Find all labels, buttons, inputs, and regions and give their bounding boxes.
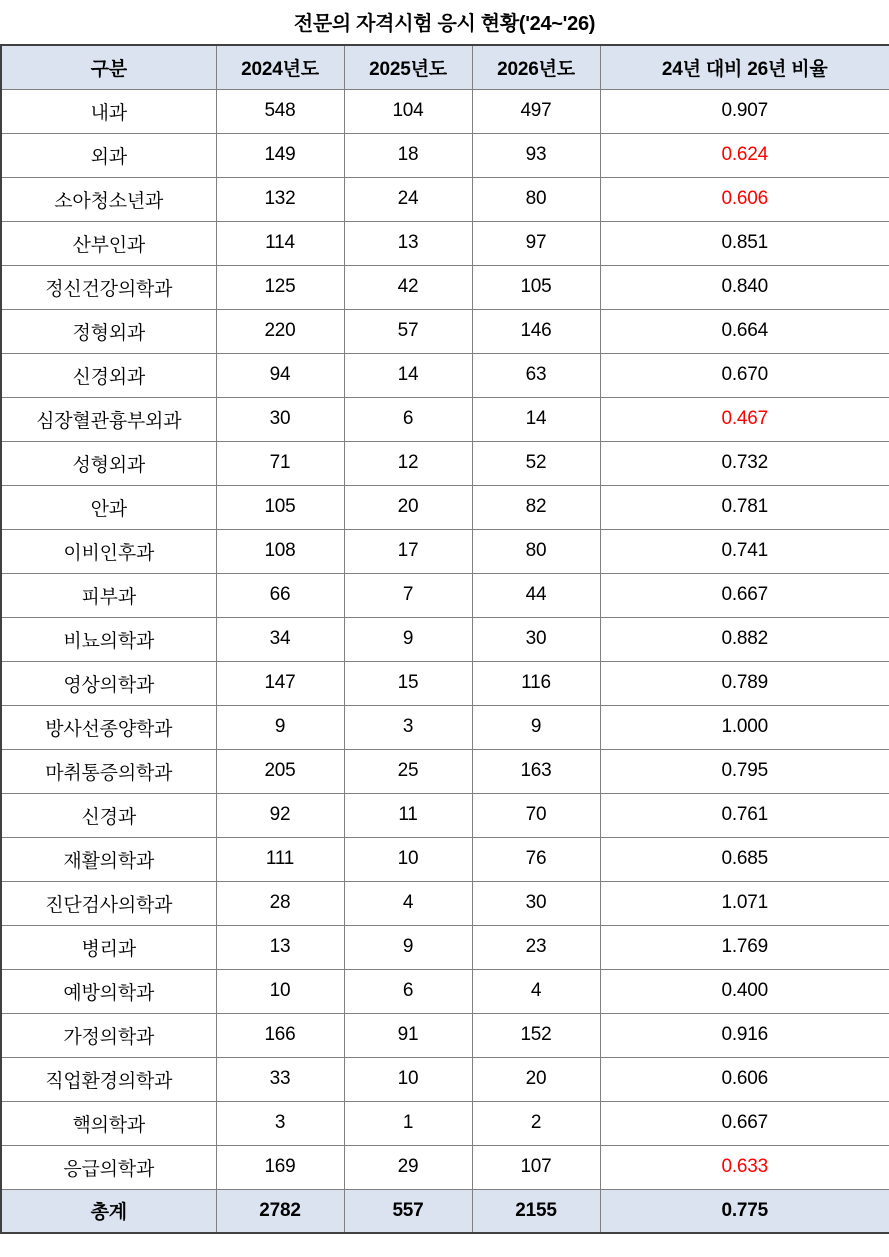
table-row: [1, 309, 889, 353]
cell-category: 안과: [1, 485, 216, 529]
cell-2025: 14: [344, 353, 472, 397]
cell-ratio: 0.789: [600, 661, 889, 705]
cell-category: 피부과: [1, 573, 216, 617]
cell-ratio: 0.667: [600, 1101, 889, 1145]
cell-ratio: 0.400: [600, 969, 889, 1013]
cell-category: 외과: [1, 133, 216, 177]
cell-category: 정형외과: [1, 309, 216, 353]
table-row: [1, 1013, 889, 1057]
cell-2025: 91: [344, 1013, 472, 1057]
cell-2024: 125: [216, 265, 344, 309]
cell-category: 심장혈관흉부외과: [1, 397, 216, 441]
table-row: [1, 793, 889, 837]
cell-2026: 2: [472, 1101, 600, 1145]
cell-2026: 82: [472, 485, 600, 529]
cell-2026: 497: [472, 89, 600, 133]
cell-category: 이비인후과: [1, 529, 216, 573]
cell-2024: 30: [216, 397, 344, 441]
cell-category: 방사선종양학과: [1, 705, 216, 749]
cell-2025: 15: [344, 661, 472, 705]
cell-2025: 10: [344, 1057, 472, 1101]
cell-2026: 9: [472, 705, 600, 749]
cell-2024: 3: [216, 1101, 344, 1145]
cell-2026: 63: [472, 353, 600, 397]
cell-2024: 10: [216, 969, 344, 1013]
table-row: [1, 749, 889, 793]
cell-2024: 13: [216, 925, 344, 969]
cell-2025: 29: [344, 1145, 472, 1189]
cell-2025: 9: [344, 617, 472, 661]
cell-2025: 1: [344, 1101, 472, 1145]
cell-2025: 6: [344, 397, 472, 441]
cell-2024: 220: [216, 309, 344, 353]
cell-ratio: 0.781: [600, 485, 889, 529]
table-row: [1, 353, 889, 397]
cell-2026: 52: [472, 441, 600, 485]
table-row: [1, 485, 889, 529]
table-row: [1, 221, 889, 265]
table-row: [1, 705, 889, 749]
cell-category: 예방의학과: [1, 969, 216, 1013]
cell-2026: 44: [472, 573, 600, 617]
cell-2026: 146: [472, 309, 600, 353]
cell-category: 신경외과: [1, 353, 216, 397]
cell-category: 내과: [1, 89, 216, 133]
table-row: [1, 881, 889, 925]
table-row: [1, 573, 889, 617]
cell-category: 소아청소년과: [1, 177, 216, 221]
cell-category: 핵의학과: [1, 1101, 216, 1145]
cell-2024: 114: [216, 221, 344, 265]
column-header-ratio: 24년 대비 26년 비율: [600, 45, 889, 89]
table-body: [1, 89, 889, 1233]
cell-2025: 13: [344, 221, 472, 265]
cell-2026: 105: [472, 265, 600, 309]
cell-ratio: 0.606: [600, 1057, 889, 1101]
table-row: [1, 969, 889, 1013]
cell-2024: 34: [216, 617, 344, 661]
column-header-2026: 2026년도: [472, 45, 600, 89]
cell-2025: 4: [344, 881, 472, 925]
table-row: [1, 617, 889, 661]
cell-category: 비뇨의학과: [1, 617, 216, 661]
cell-ratio: 0.467: [600, 397, 889, 441]
cell-2024: 147: [216, 661, 344, 705]
cell-category: 총계: [1, 1189, 216, 1233]
cell-category: 응급의학과: [1, 1145, 216, 1189]
cell-2026: 14: [472, 397, 600, 441]
table-row: [1, 661, 889, 705]
cell-2025: 11: [344, 793, 472, 837]
cell-2026: 2155: [472, 1189, 600, 1233]
cell-ratio: 0.670: [600, 353, 889, 397]
cell-category: 산부인과: [1, 221, 216, 265]
cell-ratio: 0.795: [600, 749, 889, 793]
column-header-category: 구분: [1, 45, 216, 89]
cell-2024: 149: [216, 133, 344, 177]
cell-2026: 97: [472, 221, 600, 265]
table-header-row: [1, 45, 889, 89]
cell-2025: 10: [344, 837, 472, 881]
cell-2026: 80: [472, 529, 600, 573]
cell-ratio: 0.851: [600, 221, 889, 265]
cell-2024: 108: [216, 529, 344, 573]
cell-2026: 107: [472, 1145, 600, 1189]
cell-2024: 205: [216, 749, 344, 793]
cell-2025: 42: [344, 265, 472, 309]
table-header: [1, 45, 889, 89]
cell-2024: 169: [216, 1145, 344, 1189]
cell-2025: 557: [344, 1189, 472, 1233]
cell-ratio: 1.071: [600, 881, 889, 925]
cell-2026: 93: [472, 133, 600, 177]
table-row: [1, 837, 889, 881]
cell-category: 영상의학과: [1, 661, 216, 705]
cell-2024: 548: [216, 89, 344, 133]
cell-category: 가정의학과: [1, 1013, 216, 1057]
cell-ratio: 0.664: [600, 309, 889, 353]
cell-2026: 30: [472, 617, 600, 661]
cell-2024: 33: [216, 1057, 344, 1101]
cell-2026: 80: [472, 177, 600, 221]
cell-category: 병리과: [1, 925, 216, 969]
cell-ratio: 1.769: [600, 925, 889, 969]
cell-category: 진단검사의학과: [1, 881, 216, 925]
exam-statistics-table: [0, 44, 889, 1234]
table-row: [1, 441, 889, 485]
cell-2025: 25: [344, 749, 472, 793]
cell-ratio: 0.685: [600, 837, 889, 881]
cell-ratio: 0.732: [600, 441, 889, 485]
cell-ratio: 0.741: [600, 529, 889, 573]
cell-ratio: 0.882: [600, 617, 889, 661]
table-row: [1, 1057, 889, 1101]
cell-2026: 70: [472, 793, 600, 837]
cell-2025: 104: [344, 89, 472, 133]
page-title: 전문의 자격시험 응시 현황('24~'26): [293, 13, 596, 35]
cell-category: 정신건강의학과: [1, 265, 216, 309]
cell-2025: 24: [344, 177, 472, 221]
cell-2024: 94: [216, 353, 344, 397]
table-row: [1, 265, 889, 309]
column-header-2024: 2024년도: [216, 45, 344, 89]
cell-category: 직업환경의학과: [1, 1057, 216, 1101]
cell-2025: 9: [344, 925, 472, 969]
cell-ratio: 1.000: [600, 705, 889, 749]
cell-2024: 9: [216, 705, 344, 749]
cell-2024: 111: [216, 837, 344, 881]
table-row: [1, 1145, 889, 1189]
cell-ratio: 0.907: [600, 89, 889, 133]
cell-ratio: 0.775: [600, 1189, 889, 1233]
table-row: [1, 1101, 889, 1145]
cell-2024: 2782: [216, 1189, 344, 1233]
cell-2026: 76: [472, 837, 600, 881]
table-row: [1, 925, 889, 969]
cell-ratio: 0.633: [600, 1145, 889, 1189]
cell-2024: 166: [216, 1013, 344, 1057]
cell-2026: 23: [472, 925, 600, 969]
cell-ratio: 0.761: [600, 793, 889, 837]
cell-ratio: 0.606: [600, 177, 889, 221]
cell-category: 신경과: [1, 793, 216, 837]
cell-2025: 20: [344, 485, 472, 529]
cell-2026: 30: [472, 881, 600, 925]
cell-2025: 12: [344, 441, 472, 485]
table-row: [1, 397, 889, 441]
table-row: [1, 89, 889, 133]
cell-2026: 163: [472, 749, 600, 793]
cell-2025: 18: [344, 133, 472, 177]
cell-2025: 3: [344, 705, 472, 749]
cell-2024: 105: [216, 485, 344, 529]
cell-2025: 57: [344, 309, 472, 353]
table-row: [1, 133, 889, 177]
column-header-2025: 2025년도: [344, 45, 472, 89]
cell-2025: 17: [344, 529, 472, 573]
cell-ratio: 0.624: [600, 133, 889, 177]
cell-2024: 132: [216, 177, 344, 221]
table-row: [1, 529, 889, 573]
cell-2026: 152: [472, 1013, 600, 1057]
cell-2024: 28: [216, 881, 344, 925]
cell-category: 마취통증의학과: [1, 749, 216, 793]
cell-2026: 20: [472, 1057, 600, 1101]
cell-2024: 66: [216, 573, 344, 617]
table-row: [1, 177, 889, 221]
cell-category: 성형외과: [1, 441, 216, 485]
cell-ratio: 0.840: [600, 265, 889, 309]
table-total-row: [1, 1189, 889, 1233]
cell-category: 재활의학과: [1, 837, 216, 881]
cell-ratio: 0.916: [600, 1013, 889, 1057]
cell-2026: 116: [472, 661, 600, 705]
cell-2024: 71: [216, 441, 344, 485]
cell-2026: 4: [472, 969, 600, 1013]
cell-2025: 6: [344, 969, 472, 1013]
cell-ratio: 0.667: [600, 573, 889, 617]
cell-2024: 92: [216, 793, 344, 837]
cell-2025: 7: [344, 573, 472, 617]
